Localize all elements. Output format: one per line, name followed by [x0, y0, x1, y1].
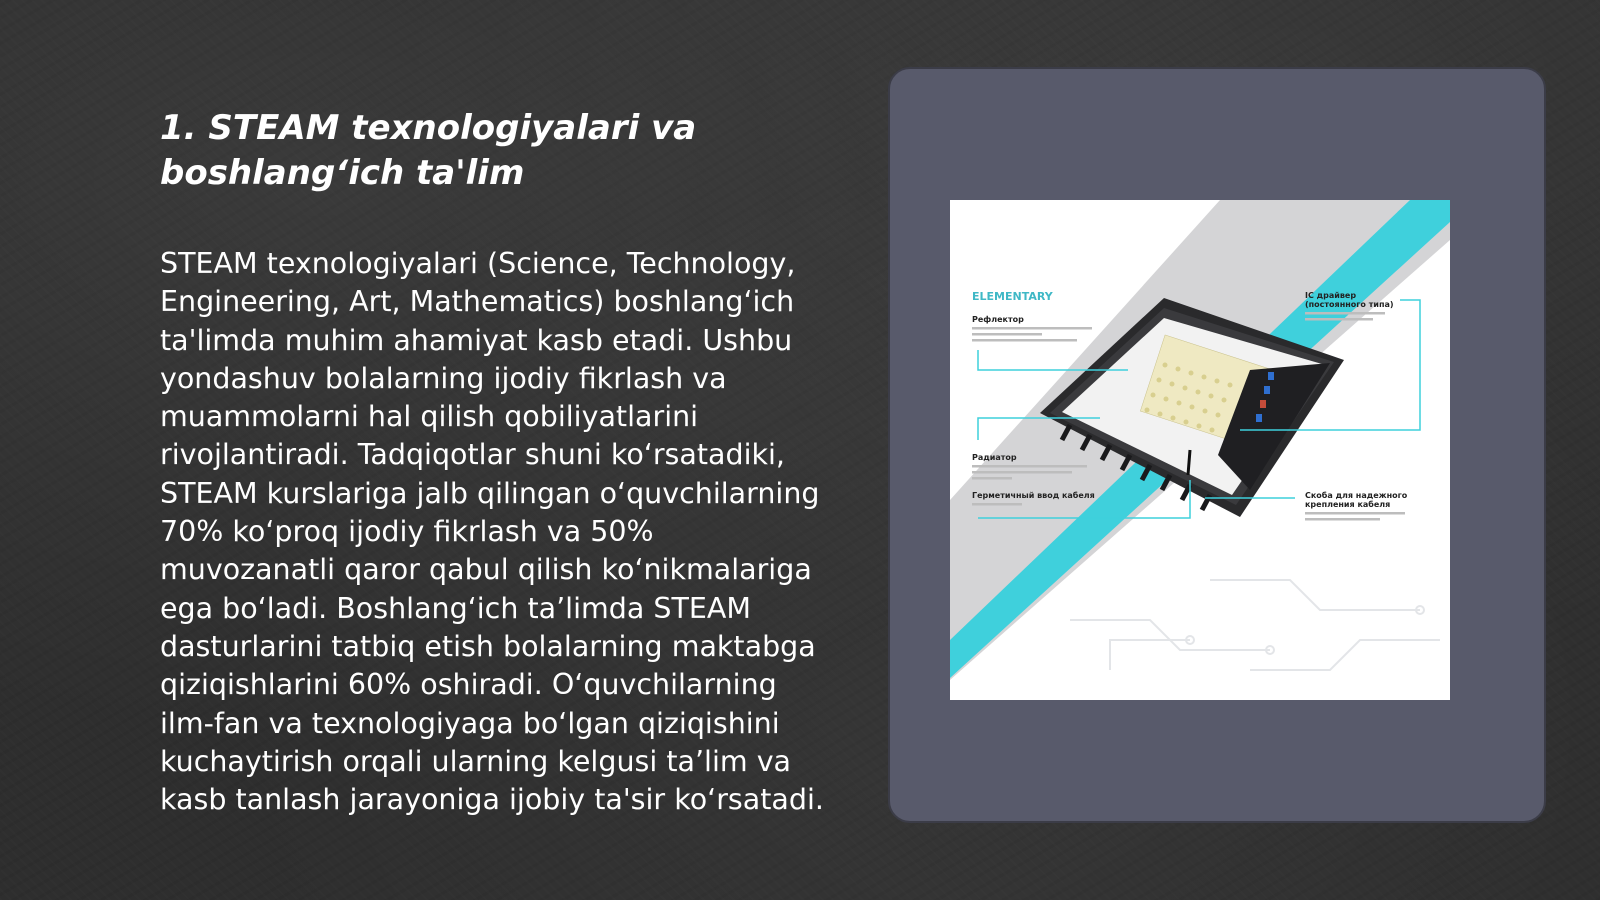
brand-logo: ELEMENTARY	[972, 290, 1053, 303]
label-ic-driver: IC драйвер	[1305, 291, 1357, 300]
label-cable-input: Герметичный ввод кабеля	[972, 491, 1095, 500]
label-bracket: Скоба для надежного	[1305, 491, 1408, 500]
circuit-pattern	[1070, 580, 1440, 670]
label-bracket-line2: крепления кабеля	[1305, 500, 1391, 509]
label-ic-driver-type: (постоянного типа)	[1305, 300, 1394, 309]
slide-body-text: STEAM texnologiyalari (Science, Technology, Engineering, Art, Mathematics) boshlang‘ich ta'limda muhim ahamiyat kasb etadi. Ushbu yondashuv bolalarning ijodiy fikrlash va muammolarni hal qilish qobiliyatlarini rivojlantiradi. Tadqiqotlar shuni ko‘rsatadiki, STEAM kurslariga jalb qilingan o‘quvchilarning 70% ko‘proq ijodiy fikrlash va 50% muvozanatli qaror qabul qilish ko‘nikmalariga ega bo‘ladi. Boshlang‘ich ta’limda STEAM dasturlarini tatbiq etish bolalarning maktabga qiziqishlarini 60% oshiradi. O‘quvchilarning ilm-fan va texnologiyaga bo‘lgan qiziqishini kuchaytirish orqali ularning kelgusi ta’lim va kasb tanlash jarayoniga ijobiy ta'sir ko‘rsatadi.	[160, 247, 824, 817]
label-reflector: Рефлектор	[972, 315, 1024, 324]
slide-title: 1. STEAM texnologiyalari va boshlang‘ich ta'lim	[160, 108, 697, 193]
label-radiator: Радиатор	[972, 453, 1017, 462]
floodlight-illustration	[950, 200, 1450, 700]
floodlight-product-image	[950, 200, 1450, 700]
